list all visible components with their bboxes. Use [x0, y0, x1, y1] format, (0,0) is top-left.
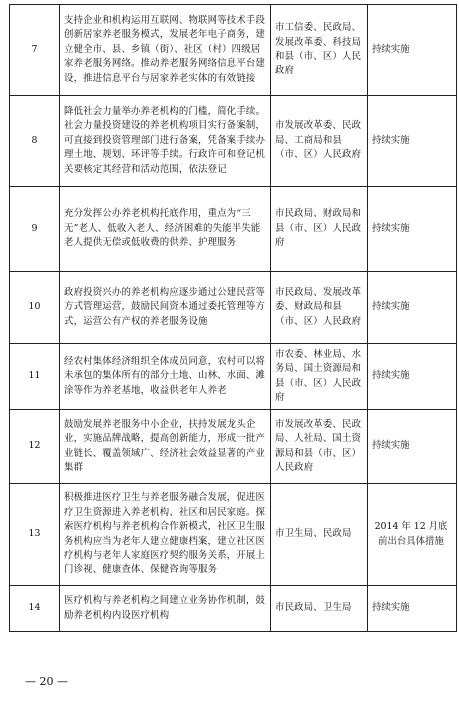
- table-row: [10, 187, 457, 272]
- responsible-departments: 市卫生局、民政局: [271, 484, 368, 586]
- measure-text: 医疗机构与养老机构之间建立业务协作机制，鼓励养老机构内设医疗机构: [60, 586, 271, 632]
- page-number: — 20 —: [25, 675, 68, 688]
- row-number: 8: [10, 96, 60, 187]
- policy-table: [9, 4, 457, 632]
- measure-text: 经农村集体经济组织全体成员同意，农村可以将未承包的集体所有的部分土地、山林、水面、滩涂等作为养老基地，收益供老年人养老: [60, 344, 271, 410]
- responsible-departments: 市民政局、发展改革委、财政局和县（市、区）人民政府: [271, 272, 368, 344]
- timeline: 持续实施: [368, 272, 457, 344]
- timeline: 持续实施: [368, 187, 457, 272]
- responsible-departments: 市工信委、民政局、发展改革委、科技局和县（市、区）人民政府: [271, 5, 368, 96]
- table-row: [10, 96, 457, 187]
- timeline: 持续实施: [368, 344, 457, 410]
- measure-text: 积极推进医疗卫生与养老服务融合发展，促进医疗卫生资源进入养老机构、社区和居民家庭。探索医疗机构与养老机构合作新模式，社区卫生服务机构应当为老年人建立健康档案，建立社区医疗机构与老年人家庭医疗契约服务关系，开展上门诊视、健康查体、保健咨询等服务: [60, 484, 271, 586]
- responsible-departments: 市发展改革委、民政局、工商局和县（市、区）人民政府: [271, 96, 368, 187]
- measure-text: 鼓励发展养老服务中小企业，扶持发展龙头企业，实施品牌战略，提高创新能力，形成一批产业链长、覆盖领域广、经济社会效益显著的产业集群: [60, 410, 271, 484]
- row-number: 12: [10, 410, 60, 484]
- responsible-departments: 市民政局、卫生局: [271, 586, 368, 632]
- table-row: [10, 344, 457, 410]
- table-row: [10, 484, 457, 586]
- table-row: [10, 586, 457, 632]
- measure-text: 支持企业和机构运用互联网、物联网等技术手段创新居家养老服务模式，发展老年电子商务，建立健全市、县、乡镇（街）、社区（村）四级居家养老服务网络。推动养老服务网络信息平台建设，推进信息平台与居家养老实体的有效链接: [60, 5, 271, 96]
- row-number: 13: [10, 484, 60, 586]
- timeline: 持续实施: [368, 5, 457, 96]
- row-number: 7: [10, 5, 60, 96]
- timeline: 持续实施: [368, 410, 457, 484]
- measure-text: 降低社会力量举办养老机构的门槛，简化手续。社会力量投资建设的养老机构项目实行备案制，可直接到投资管理部门进行备案，凭备案手续办理土地、规划、环评等手续。行政许可和登记机关要核定其经营和活动范围，依法登记: [60, 96, 271, 187]
- responsible-departments: 市发展改革委、民政局、人社局、国土资源局和县（市、区）人民政府: [271, 410, 368, 484]
- table-row: [10, 5, 457, 96]
- table-row: [10, 272, 457, 344]
- row-number: 14: [10, 586, 60, 632]
- responsible-departments: 市民政局、财政局和县（市、区）人民政府: [271, 187, 368, 272]
- measure-text: 政府投资兴办的养老机构应逐步通过公建民营等方式管理运营，鼓励民间资本通过委托管理等方式，运营公有产权的养老服务设施: [60, 272, 271, 344]
- timeline: 2014 年 12 月底前出台具体措施: [368, 484, 457, 586]
- row-number: 9: [10, 187, 60, 272]
- policy-table-body: [10, 5, 457, 632]
- row-number: 11: [10, 344, 60, 410]
- timeline: 持续实施: [368, 96, 457, 187]
- table-row: [10, 410, 457, 484]
- measure-text: 充分发挥公办养老机构托底作用，重点为“三无”老人、低收入老人、经济困难的失能半失能老人提供无偿或低收费的供养、护理服务: [60, 187, 271, 272]
- timeline: 持续实施: [368, 586, 457, 632]
- responsible-departments: 市农委、林业局、水务局、国土资源局和县（市、区）人民政府: [271, 344, 368, 410]
- row-number: 10: [10, 272, 60, 344]
